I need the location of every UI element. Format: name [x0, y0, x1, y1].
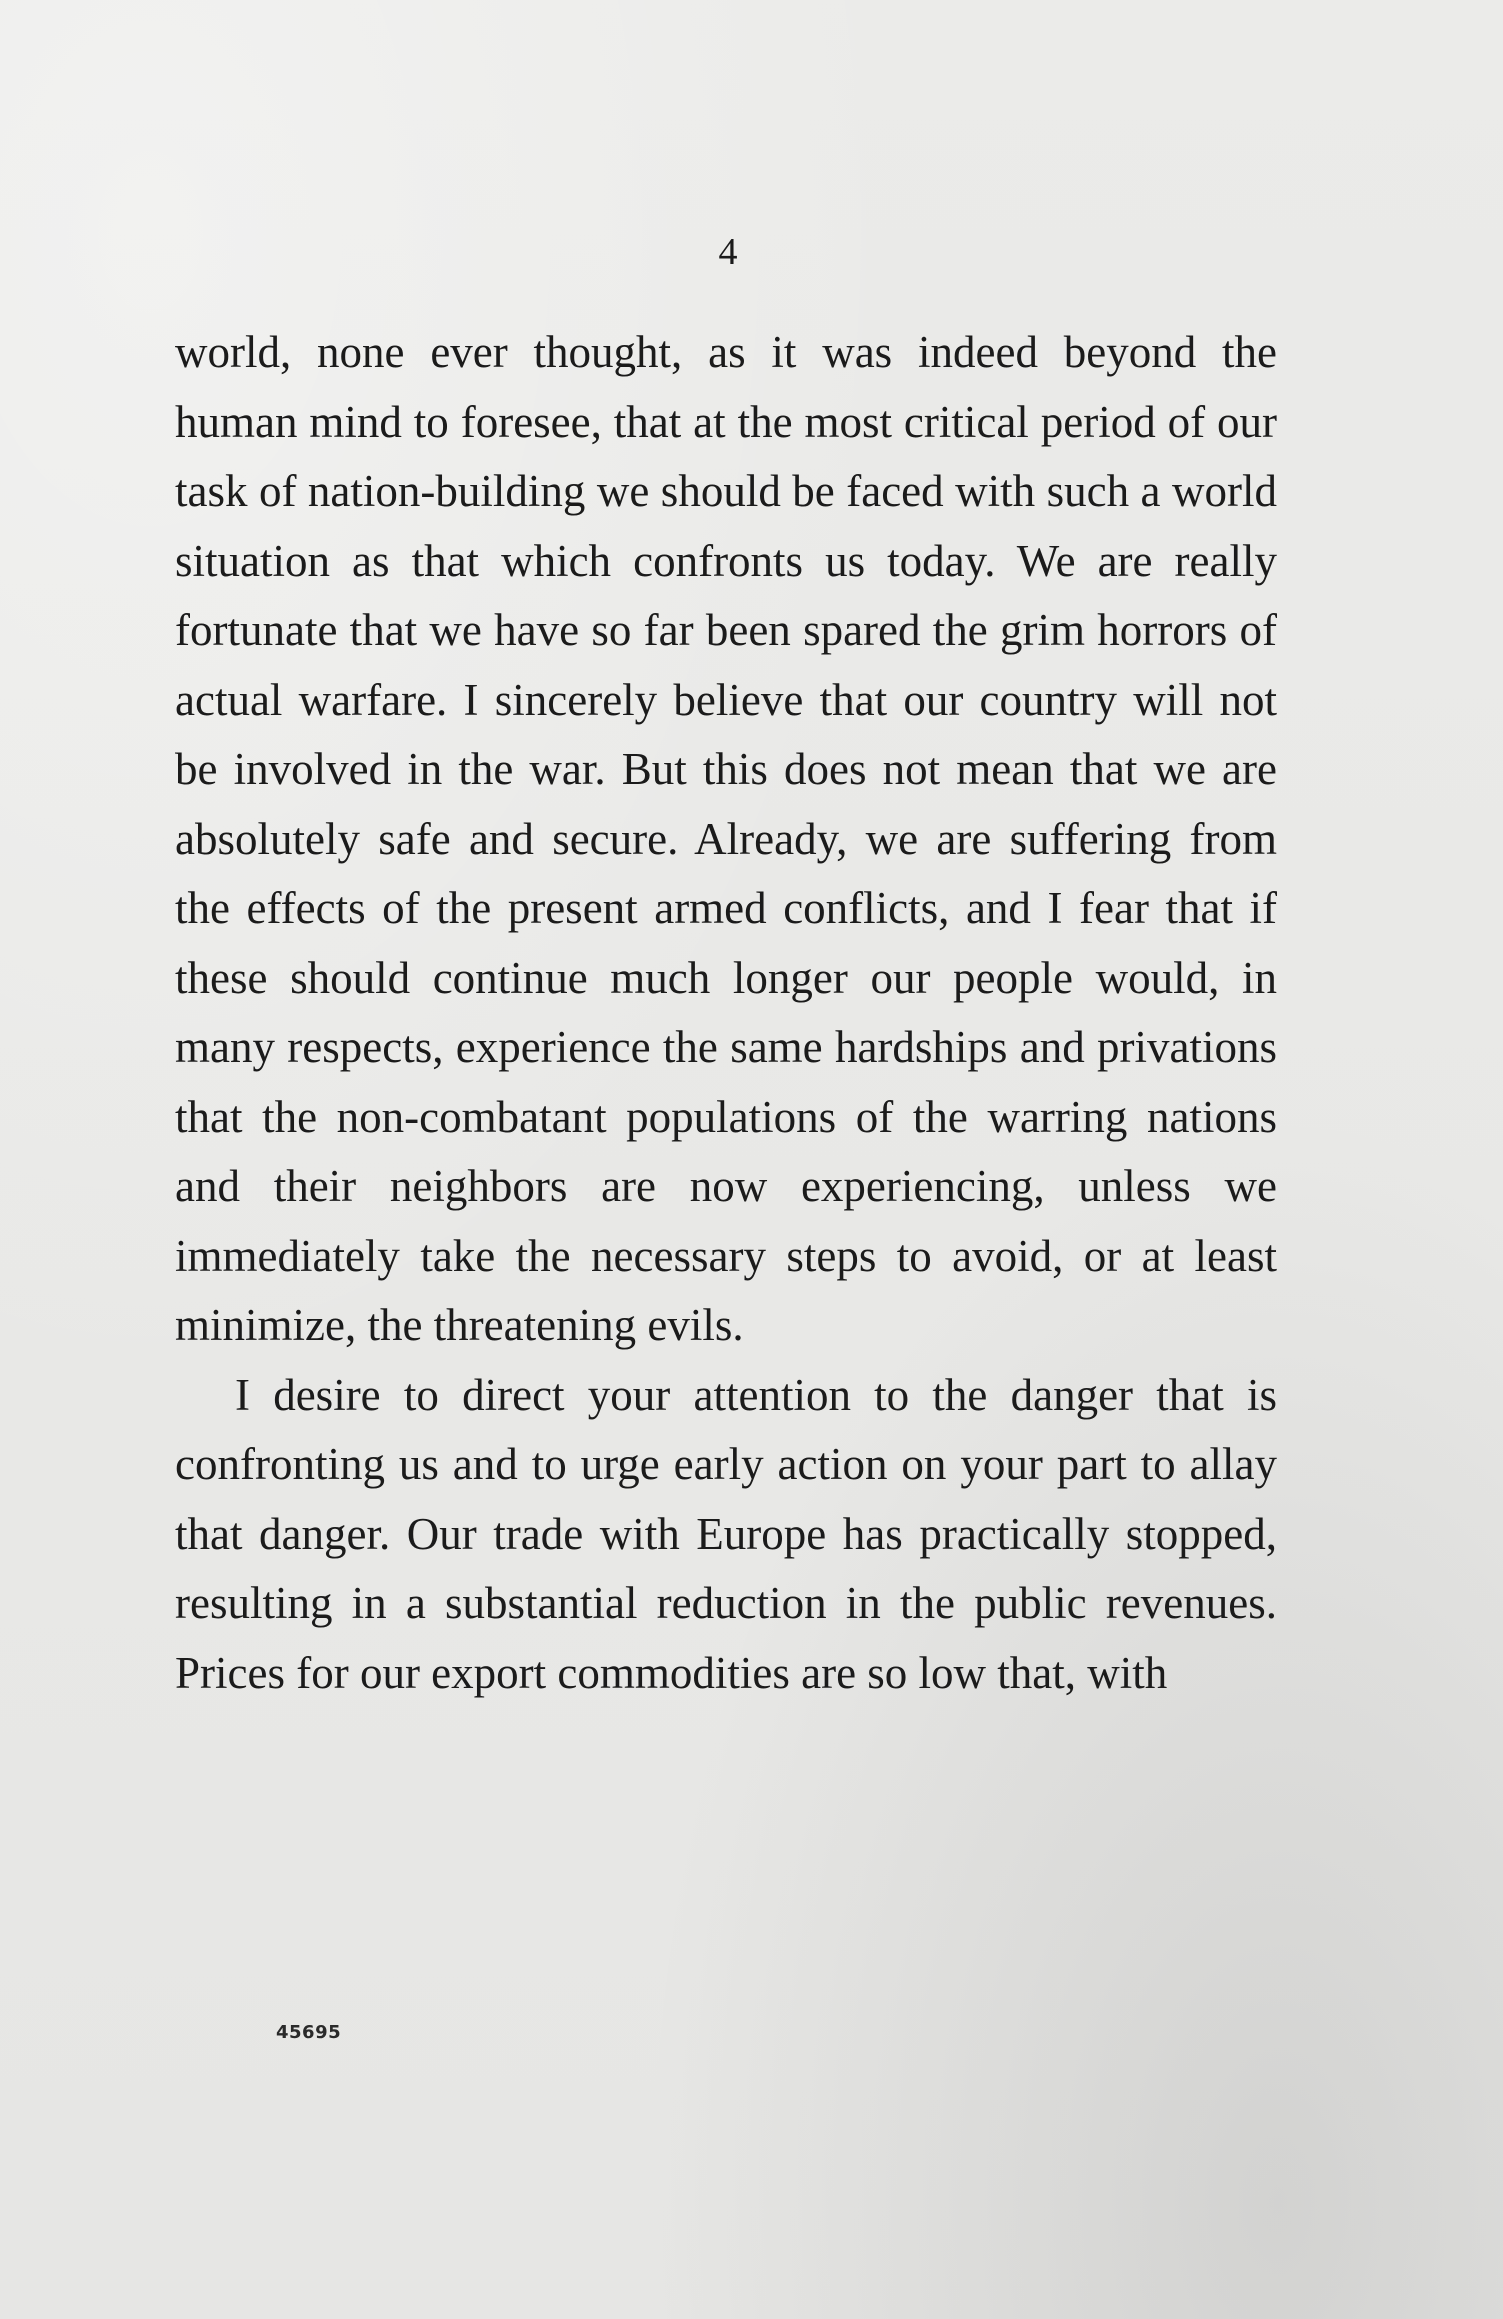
paragraph-2: I desire to direct your attention to the danger that is confronting us and to urge early action on your part to allay that danger. Our trade with Europe has practically stopped, resulting in a substantial reduction in the public revenues. Prices for our export commodities are so low that, with [175, 1369, 1277, 1698]
body-text [175, 318, 1277, 1708]
paragraph-1: world, none ever thought, as it was indeed beyond the human mind to foresee, that at the most critical period of our task of nation-building we should be faced with such a world situation as that which confronts us today. We are really fortunate that we have so far been spared the grim horrors of actual warfare. I sincerely believe that our country will not be involved in the war. But this does not mean that we are absolutely safe and secure. Already, we are suffering from the effects of the present armed conflicts, and I fear that if these should continue much longer our people would, in many respects, experience the same hardships and privations that the non-combatant populations of the warring nations and their neighbors are now experiencing, unless we immediately take the necessary steps to avoid, or at least minimize, the threatening evils. [175, 327, 1277, 1350]
page-number: 4 [718, 231, 738, 273]
printer-code: 45695 [276, 2022, 342, 2043]
